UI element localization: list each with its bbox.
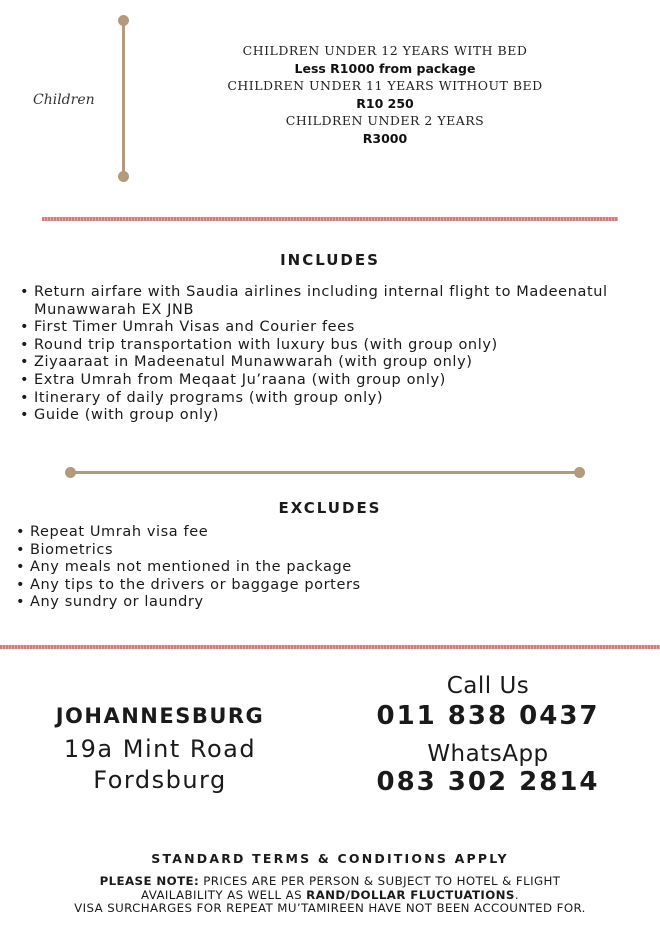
section-divider bbox=[42, 217, 618, 221]
list-item: • First Timer Umrah Visas and Courier fees bbox=[20, 319, 640, 337]
list-item: • Itinerary of daily programs (with group only) bbox=[20, 390, 640, 408]
pricing-value: R3000 bbox=[362, 130, 408, 146]
contact-block bbox=[320, 673, 656, 797]
list-item: • Extra Umrah from Meqaat Ju’raana (with group only) bbox=[20, 372, 640, 390]
includes-list bbox=[20, 284, 640, 425]
pricing-line: CHILDREN UNDER 12 YEARS WITH BED bbox=[242, 43, 528, 58]
timeline-dot-bottom bbox=[118, 171, 129, 182]
includes-heading: INCLUDES bbox=[280, 251, 380, 269]
pricing-line: CHILDREN UNDER 2 YEARS bbox=[285, 113, 485, 128]
list-item: • Repeat Umrah visa fee bbox=[16, 524, 636, 542]
section-divider bbox=[0, 645, 660, 649]
list-item: • Ziyaaraat in Madeenatul Munawwarah (with group only) bbox=[20, 354, 640, 372]
please-note bbox=[0, 875, 660, 916]
list-item: • Biometrics bbox=[16, 542, 636, 560]
office-city: JOHANNESBURG bbox=[55, 704, 265, 728]
list-item: • Any sundry or laundry bbox=[16, 594, 636, 612]
children-pricing bbox=[150, 42, 620, 147]
call-us-label: Call Us bbox=[446, 673, 530, 699]
note-text: . bbox=[514, 887, 519, 902]
list-item: • Any tips to the drivers or baggage porters bbox=[16, 577, 636, 595]
pricing-value: Less R1000 from package bbox=[294, 60, 476, 76]
children-label: Children bbox=[33, 92, 95, 108]
excludes-heading: EXCLUDES bbox=[278, 499, 382, 517]
timeline-vertical-line bbox=[122, 20, 125, 176]
note-text: AVAILABILITY AS WELL AS bbox=[141, 887, 307, 902]
call-number[interactable]: 011 838 0437 bbox=[376, 701, 600, 731]
note-label: PLEASE NOTE: bbox=[99, 874, 200, 888]
divider-dot-right bbox=[574, 467, 585, 478]
gold-divider bbox=[70, 471, 580, 474]
list-item: • Any meals not mentioned in the package bbox=[16, 559, 636, 577]
list-item: • Return airfare with Saudia airlines including internal flight to Madeenatul Munawwarah EX JNB bbox=[20, 284, 640, 319]
excludes-list bbox=[16, 524, 636, 612]
whatsapp-label: WhatsApp bbox=[427, 741, 549, 767]
address-line: Fordsburg bbox=[93, 766, 227, 794]
pricing-line: CHILDREN UNDER 11 YEARS WITHOUT BED bbox=[227, 78, 543, 93]
whatsapp-number[interactable]: 083 302 2814 bbox=[376, 767, 600, 797]
note-text: VISA SURCHARGES FOR REPEAT MU’TAMIREEN HAVE NOT BEEN ACCOUNTED FOR. bbox=[74, 901, 586, 915]
pricing-value: R10 250 bbox=[356, 95, 414, 111]
office-address bbox=[0, 704, 320, 796]
list-item: • Guide (with group only) bbox=[20, 407, 640, 425]
terms-heading: STANDARD TERMS & CONDITIONS APPLY bbox=[151, 851, 509, 866]
address-line: 19a Mint Road bbox=[63, 735, 257, 763]
note-text: PRICES ARE PER PERSON & SUBJECT TO HOTEL & FLIGHT bbox=[199, 874, 561, 888]
note-emphasis: RAND/DOLLAR FLUCTUATIONS bbox=[306, 887, 515, 902]
list-item: • Round trip transportation with luxury bus (with group only) bbox=[20, 337, 640, 355]
